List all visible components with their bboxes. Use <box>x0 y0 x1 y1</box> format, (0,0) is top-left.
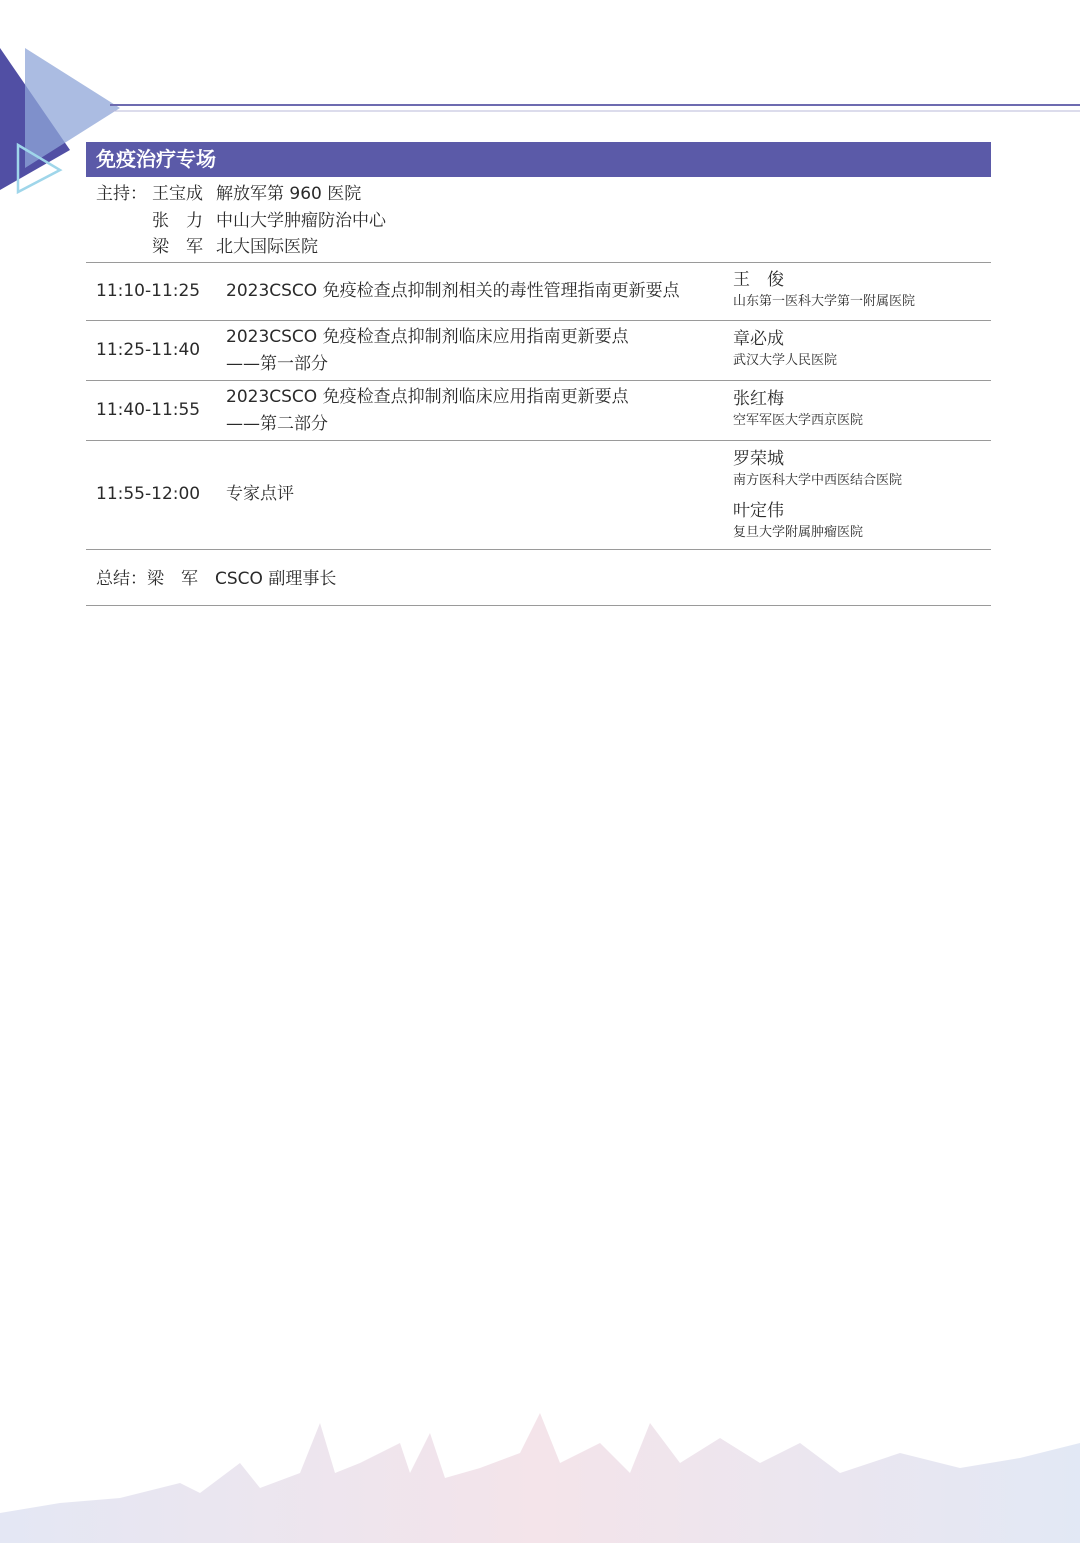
time-slot: 11:55-12:00 <box>96 484 201 504</box>
topic-line: 专家点评 <box>226 484 294 504</box>
session-title: 免疫治疗专场 <box>86 142 991 177</box>
time-slot: 11:10-11:25 <box>96 281 201 301</box>
speaker-block <box>733 327 837 371</box>
talk-topic <box>226 324 629 378</box>
moderator-row <box>96 208 386 235</box>
speaker-block <box>733 387 863 431</box>
city-skyline-decoration <box>0 1403 1080 1543</box>
topic-line: ——第二部分 <box>226 414 328 434</box>
moderator-row <box>96 234 386 261</box>
moderator-institution: 中山大学肿瘤防治中心 <box>216 210 386 231</box>
summary-text: 总结：梁 军 CSCO 副理事长 <box>96 569 337 589</box>
speaker-institution: 空军军医大学西京医院 <box>733 413 864 428</box>
schedule-row <box>86 381 991 441</box>
talk-topic <box>226 384 629 438</box>
topic-line: 2023CSCO 免疫检查点抑制剂相关的毒性管理指南更新要点 <box>226 281 680 301</box>
talk-topic <box>226 481 294 508</box>
topic-line: 2023CSCO 免疫检查点抑制剂临床应用指南更新要点 <box>226 327 629 347</box>
speaker-institution: 武汉大学人民医院 <box>733 353 838 368</box>
talk-topic <box>226 278 680 305</box>
schedule-table <box>86 262 991 606</box>
speaker-block <box>733 447 902 543</box>
header-rule <box>110 103 1080 113</box>
speaker-name: 张红梅 <box>733 389 784 409</box>
moderator-institution: 北大国际医院 <box>216 237 318 257</box>
moderator-name: 王宝成 <box>152 184 203 204</box>
speaker-block <box>733 268 915 312</box>
time-slot: 11:25-11:40 <box>96 340 201 360</box>
moderators-label: 主持： <box>96 184 147 204</box>
speaker-name: 罗荣城 <box>733 449 784 469</box>
speaker-name: 王 俊 <box>733 270 784 290</box>
topic-line: 2023CSCO 免疫检查点抑制剂临床应用指南更新要点 <box>226 387 629 407</box>
schedule-row <box>86 321 991 381</box>
moderator-row <box>96 181 386 208</box>
summary-row <box>86 550 991 606</box>
schedule-row <box>86 441 991 550</box>
speaker-name: 叶定伟 <box>733 501 784 521</box>
topic-line: ——第一部分 <box>226 354 328 374</box>
speaker-institution: 复旦大学附属肿瘤医院 <box>733 525 864 540</box>
moderator-name: 梁 军 <box>152 237 203 257</box>
moderator-name: 张 力 <box>152 210 203 231</box>
speaker-institution: 山东第一医科大学第一附属医院 <box>733 294 916 309</box>
speaker-institution: 南方医科大学中西医结合医院 <box>733 473 903 488</box>
moderator-institution: 解放军第 960 医院 <box>216 184 362 204</box>
speaker-name: 章必成 <box>733 329 784 349</box>
schedule-row <box>86 263 991 321</box>
time-slot: 11:40-11:55 <box>96 400 201 420</box>
moderators-block <box>96 181 386 261</box>
